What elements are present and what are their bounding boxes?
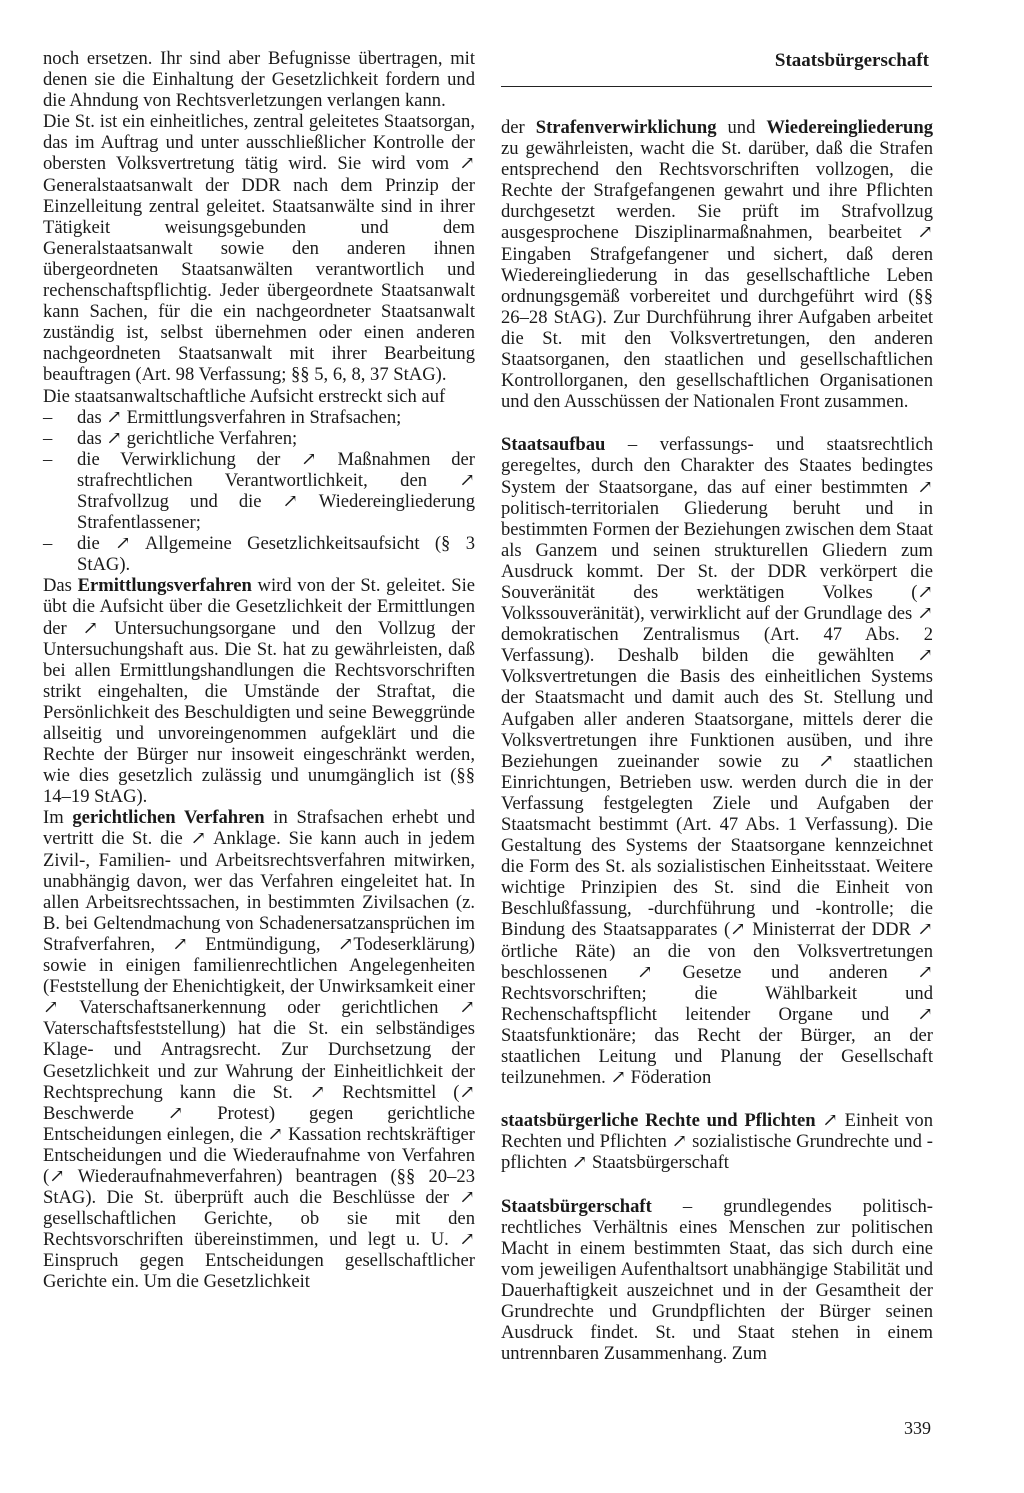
right-column [501,117,933,1364]
entry-term-staatsbuergerliche-rechte: staatsbürgerliche Rechte und Pflichten [501,1110,816,1132]
paragraph-aufsicht-intro: Die staatsanwaltschaftliche Aufsicht erstreckt sich auf [43,385,446,407]
bold-term-wiedereingliederung: Wiedereingliederung [766,117,934,138]
list-item [43,428,475,449]
list-item [43,407,475,428]
bold-term-ermittlungsverfahren: Ermittlungsverfahren [77,575,252,597]
paragraph-strafenverwirklichung [501,117,933,412]
bold-term-strafenverwirklichung: Strafenverwirklichung [535,117,717,138]
list-item-text: die Verwirklichung der ↗ Maßnahmen der strafrechtlichen Verantwortlichkeit, den ↗ Strafvollzug und die ↗ Wiedereingliederung Strafentlassener; [77,448,475,534]
left-column [43,48,475,1293]
list-item [43,533,475,575]
text-run: Das [43,575,78,597]
list-item-text: die ↗ Allgemeine Gesetzlichkeitsaufsicht (§ 3 StAG). [77,533,475,576]
text-run: in Strafsachen erhebt und vertritt die St. die ↗ Anklage. Sie kann auch in jedem Zivil-, Familien- und Arbeitsrechtsverfahren mitwirken, unabhängig davon, wer das Verfahren eingeleitet hat. In allen Arbeitsrechtssachen, in bestimmten Zivilsachen (z. B. bei Geltendmachung von Schadenersatzansprüchen im Strafverfahren, ↗ Entmündigung, ↗Todeserklärung) sowie in einigen familienrechtlichen Angelegenheiten (Feststellung der Ehenichtigkeit, der Unwirksamkeit einer ↗ Vaterschaftsanerkennung oder gerichtlichen ↗ Vaterschaftsfeststellung) hat die St. ein selbständiges Klage- und Antragsrecht. Zur Durchsetzung der Gesetzlichkeit und zur Wahrung der Einheitlichkeit der Rechtsprechung kann die St. ↗ Rechtsmittel (↗ Beschwerde ↗ Protest) gegen gerichtliche Entscheidungen einlegen, die ↗ Kassation rechtskräftiger Entscheidungen und die Wiederaufnahme von Verfahren (↗ Wiederaufnahmeverfahren) beantragen (§§ 20–23 StAG). Die St. überprüft auch die Beschlüsse der ↗ gesellschaftlichen Gerichte, ob sie mit den Rechtsvorschriften übereinstimmen, und legt u. U. ↗ Einspruch gegen Entscheidungen gesellschaftlicher Gerichte ein. Um die Gesetzlichkeit [43,807,475,1293]
entry-staatsaufbau [501,434,933,1088]
entry-gap [501,1088,933,1110]
entry-term-staatsaufbau: Staatsaufbau [501,434,606,456]
header-rule [501,86,932,87]
running-header-title: Staatsbürgerschaft [774,50,929,71]
entry-staatsbuergerschaft [501,1196,933,1365]
text-run: und [716,117,767,138]
text-run: Im [43,807,73,829]
entry-gap [501,412,933,434]
bold-term-gerichtliches-verfahren: gerichtlichen Verfahren [72,807,265,829]
entry-text: ↗ Einheit von Rechten und Pflichten ↗ sozialistische Grundrechte und -pflichten ↗ Staatsbürgerschaft [501,1110,933,1174]
list-item [43,449,475,533]
list-dash: – [43,406,53,428]
aufsicht-list [43,407,475,576]
text-run: wird von der St. geleitet. Sie übt die Aufsicht über die Gesetzlichkeit der Ermittlungen der ↗ Untersuchungsorgane und den Vollzug der Untersuchungshaft aus. Die St. hat zu gewährleisten, daß bei allen Ermittlungshandlungen die Rechtsvorschriften strikt eingehalten, die Umstände der Straftat, die Persönlichkeit des Beschuldigten und seine Beweggründe allseitig und unvoreingenommen aufgeklärt und die Rechte der Bürger nur insoweit eingeschränkt werden, wie dies gesetzlich zulässig und unumgänglich ist (§§ 14–19 StAG). [43,575,475,808]
list-dash: – [43,448,53,470]
text-run: der [501,117,536,138]
list-item-text: das ↗ gerichtliche Verfahren; [77,427,298,449]
entry-text: – grundlegendes politisch-rechtliches Verhältnis eines Menschen zur politischen Macht in einem bestimmten Staat, das sich durch eine vom jeweiligen Aufenthaltsort unabhängige Stabilität und Dauerhaftigkeit auszeichnet und in der Gesamtheit der Grundrechte und Grundpflichten der Bürger seinen Ausdruck findet. St. und Staat stehen in einem untrennbaren Zusammenhang. Zum [501,1195,933,1365]
list-dash: – [43,427,53,449]
entry-gap [501,1174,933,1196]
list-dash: – [43,533,53,555]
paragraph-gerichtliches-verfahren [43,807,475,1292]
page-number: 339 [904,1418,931,1438]
entry-text: – verfassungs- und staatsrechtlich geregeltes, durch den Charakter des Staates bedingtes System der Staatsorgane, das auf einer bestimmten ↗ politisch-territorialen Gliederung beruht und in bestimmten Formen der Beziehungen zwischen dem Staat als Ganzem und seinen strukturellen Gliedern zum Ausdruck kommt. Der St. der DDR verkörpert die Souveränität des werktätigen Volkes (↗ Volkssouveränität), verwirklicht auf der Grundlage des ↗ demokratischen Zentralismus (Art. 47 Abs. 2 Verfassung). Deshalb bilden die gewählten ↗ Volksvertretungen die Basis des einheitlichen Systems der Staatsmacht und damit auch des St. Stellung und Aufgaben aller anderen Staatsorgane, mittels derer die Volksvertretungen ihre Funktionen ausüben, und ihre Beziehungen zueinander sowie zu ↗ staatlichen Einrichtungen, Betrieben usw. werden durch die in der Verfassung festgelegten Ziele und Aufgaben der Staatsmacht bestimmt (Art. 47 Abs. 1 Verfassung). Die Gestaltung des Systems der Staatsorgane kennzeichnet die Form des St. als sozialistischen Einheitsstaat. Weitere wichtige Prinzipien des St. sind die Einheit von Beschlußfassung, -durchführung und -kontrolle; die Bindung des Staatsapparates (↗ Ministerrat der DDR ↗ örtliche Räte) an die von den Volksvertretungen beschlossenen ↗ Gesetze und anderen ↗ Rechtsvorschriften; die Wählbarkeit und Rechenschaftspflicht leitender Organe und ↗ Staatsfunktionäre; das Recht der Bürger, an der staatlichen Leitung und Planung der Gesellschaft teilzunehmen. ↗ Föderation [501,434,933,1089]
paragraph-staatsanwaltschaft-organ: Die St. ist ein einheitliches, zentral geleitetes Staatsorgan, das im Auftrag und unter ausschließlicher Kontrolle der obersten Volksvertretung tätig wird. Sie wird vom ↗ Generalstaatsanwalt der DDR nach dem Prinzip der Einzelleitung zentral geleitet. Staatsanwälte sind in ihrer Tätigkeit weisungsgebunden und dem Generalstaatsanwalt sowie den anderen ihnen übergeordneten Staatsanwälten verantwortlich und rechenschaftspflichtig. Jeder übergeordnete Staatsanwalt kann Sachen, für die ein nachgeordneter Staatsanwalt zuständig ist, selbst übernehmen oder einen anderen nachgeordneten Staatsanwalt mit ihrer Bearbeitung beauftragen (Art. 98 Verfassung; §§ 5, 6, 8, 37 StAG). [43,111,475,386]
list-item-text: das ↗ Ermittlungsverfahren in Strafsachen; [77,406,402,428]
paragraph-continuation: noch ersetzen. Ihr sind aber Befugnisse übertragen, mit denen sie die Einhaltung der Gesetzlichkeit fordern und die Ahndung von Rechtsverletzungen verlangen kann. [43,48,475,112]
entry-staatsbuergerliche-rechte [501,1110,933,1173]
paragraph-ermittlungsverfahren [43,575,475,807]
text-run: zu gewährleisten, wacht die St. darüber, daß die Strafen entsprechend den Rechtsvorschriften vollzogen, die Rechte der Strafgefangenen gewahrt und ihre Pflichten durchgesetzt werden. Sie prüft im Strafvollzug ausgesprochene Disziplinarmaßnahmen, bearbeitet ↗ Eingaben Strafgefangener und sichert, daß deren Wiedereingliederung in das gesellschaftliche Leben ordnungsgemäß vorbereitet und durchgeführt wird (§§ 26–28 StAG). Zur Durchführung ihrer Aufgaben arbeitet die St. mit den Volksvertretungen, den anderen Staatsorganen, den staatlichen und gesellschaftlichen Kontrollorganen, den gesellschaftlichen Organisationen und den Ausschüssen der Nationalen Front zusammen. [501,138,933,413]
entry-term-staatsbuergerschaft: Staatsbürgerschaft [501,1195,652,1217]
